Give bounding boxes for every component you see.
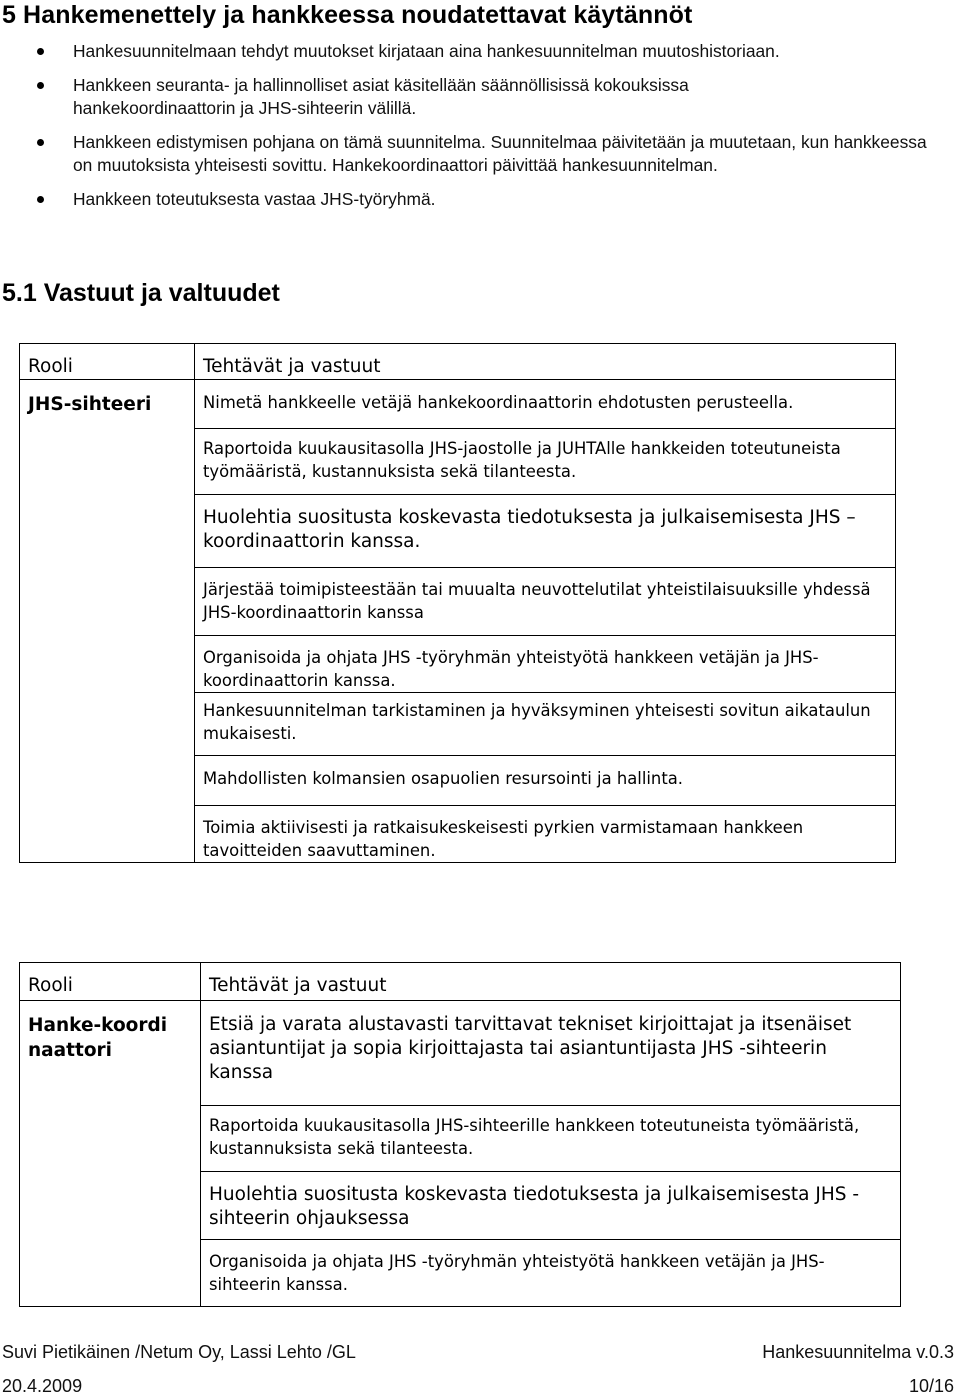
task-cell: Mahdollisten kolmansien osapuolien resursointi ja hallinta. (195, 756, 896, 806)
footer-page-number: 10/16 (908, 1376, 954, 1396)
section-title: 5 Hankemenettely ja hankkeessa noudatettavat käytännöt (2, 1, 693, 29)
header-tasks: Tehtävät ja vastuut (201, 963, 901, 1001)
subsection-title: 5.1 Vastuut ja valtuudet (2, 279, 280, 307)
bullet-list (0, 40, 960, 222)
header-tasks: Tehtävät ja vastuut (195, 344, 896, 380)
task-cell: Organisoida ja ohjata JHS -työryhmän yhteistyötä hankkeen vetäjän ja JHS-koordinaattorin kanssa. (195, 636, 896, 693)
task-cell: Etsiä ja varata alustavasti tarvittavat tekniset kirjoittajat ja itsenäiset asiantuntijat ja sopia kirjoittajasta tai asiantuntijasta JHS -sihteerin kanssa (201, 1001, 901, 1106)
header-role: Rooli (20, 963, 201, 1001)
role-name: JHS-sihteeri (20, 380, 195, 863)
task-cell: Huolehtia suositusta koskevasta tiedotuksesta ja julkaisemisesta JHS –koordinaattorin kanssa. (195, 495, 896, 568)
role-name: Hanke-koordinaattori (20, 1001, 201, 1307)
task-cell: Toimia aktiivisesti ja ratkaisukeskeisesti pyrkien varmistamaan hankkeen tavoitteiden saavuttaminen. (195, 806, 896, 863)
task-cell: Huolehtia suositusta koskevasta tiedotuksesta ja julkaisemisesta JHS -sihteerin ohjauksessa (201, 1172, 901, 1240)
bullet-icon (37, 48, 44, 55)
responsibilities-table-jhs-secretary (19, 343, 896, 863)
task-cell: Organisoida ja ohjata JHS -työryhmän yhteistyötä hankkeen vetäjän ja JHS-sihteerin kanssa. (201, 1240, 901, 1307)
header-role: Rooli (20, 344, 195, 380)
footer-doc-name: Hankesuunnitelma v.0.3 (762, 1342, 954, 1362)
responsibilities-table-project-coordinator (19, 962, 901, 1307)
bullet-item: Hankesuunnitelmaan tehdyt muutokset kirjataan aina hankesuunnitelman muutoshistoriaan. (0, 40, 960, 63)
task-cell: Järjestää toimipisteestään tai muualta neuvottelutilat yhteistilaisuuksille yhdessä JHS-koordinaattorin kanssa (195, 568, 896, 636)
task-cell: Nimetä hankkeelle vetäjä hankekoordinaattorin ehdotusten perusteella. (195, 380, 896, 429)
footer-date: 20.4.2009 (2, 1376, 83, 1396)
bullet-icon (37, 196, 44, 203)
footer-authors: Suvi Pietikäinen /Netum Oy, Lassi Lehto /GL (2, 1342, 356, 1362)
bullet-icon (37, 82, 44, 89)
bullet-icon (37, 139, 44, 146)
bullet-item: Hankkeen seuranta- ja hallinnolliset asiat käsitellään säännöllisissä kokouksissa hankekoordinaattorin ja JHS-sihteerin välillä. (0, 74, 960, 120)
task-cell: Raportoida kuukausitasolla JHS-jaostolle ja JUHTAlle hankkeiden toteutuneista työmääristä, kustannuksista sekä tilanteesta. (195, 429, 896, 495)
task-cell: Hankesuunnitelman tarkistaminen ja hyväksyminen yhteisesti sovitun aikataulun mukaisesti. (195, 693, 896, 756)
bullet-item: Hankkeen edistymisen pohjana on tämä suunnitelma. Suunnitelmaa päivitetään ja muutetaan, kun hankkeessa on muutoksista yhteisesti sovittu. Hankekoordinaattori päivittää hankesuunnitelman. (0, 131, 960, 177)
task-cell: Raportoida kuukausitasolla JHS-sihteerille hankkeen toteutuneista työmääristä, kustannuksista sekä tilanteesta. (201, 1106, 901, 1172)
bullet-item: Hankkeen toteutuksesta vastaa JHS-työryhmä. (0, 188, 960, 211)
